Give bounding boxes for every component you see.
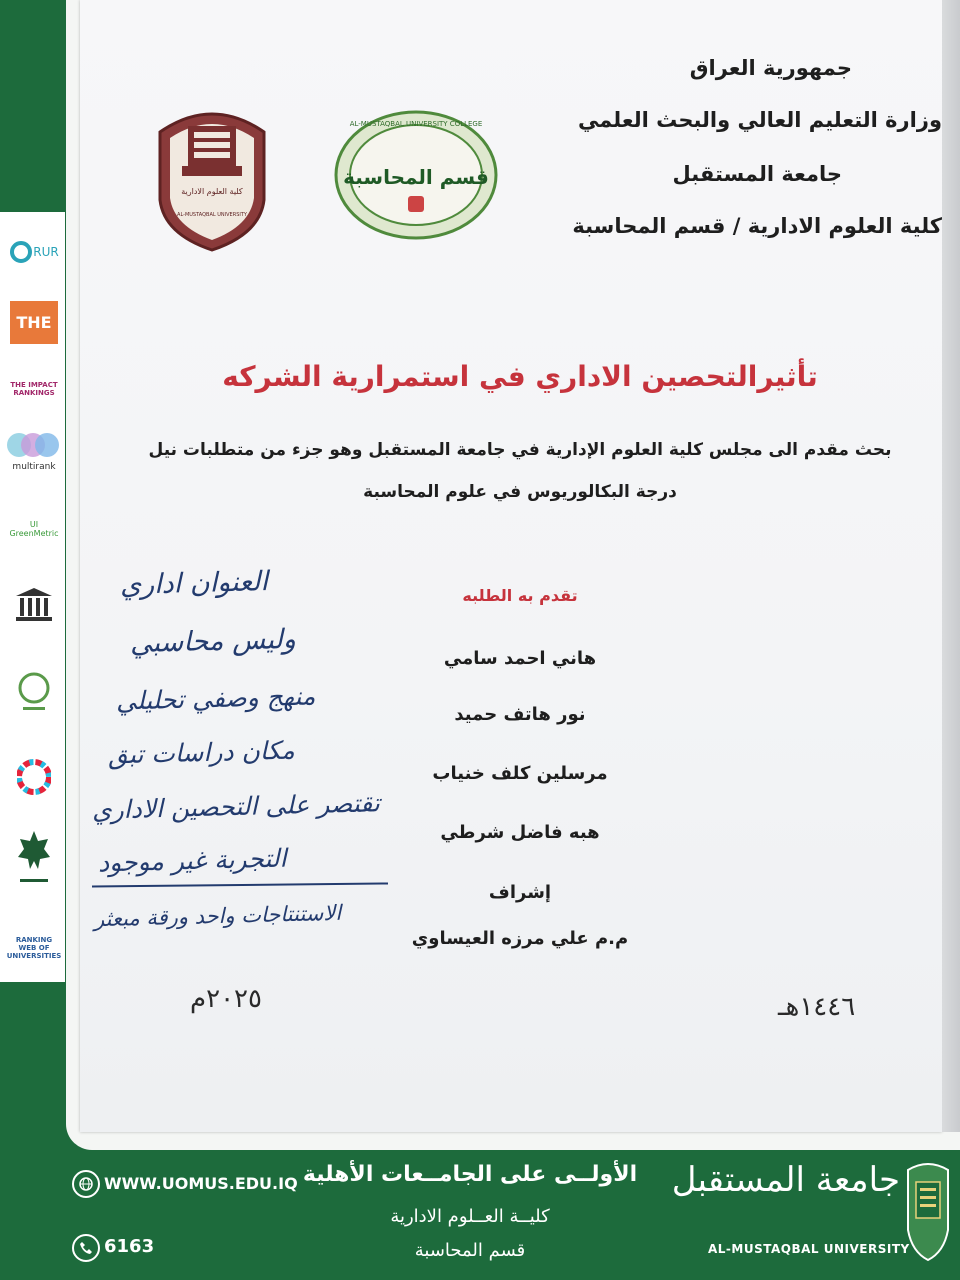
supervision-label: إشراف	[488, 882, 552, 903]
student-name-4: هبه فاضل شرطي	[440, 822, 600, 843]
college-shield-logo	[150, 104, 274, 252]
footer-website[interactable]: WWW.UOMUS.EDU.IQ	[104, 1174, 298, 1193]
footer-slogan: الأولــى على الجامــعات الأهلية	[302, 1162, 638, 1187]
arab-universities-logo[interactable]	[8, 662, 60, 726]
handwritten-note-3: منهج وصفي تحليلي	[115, 681, 316, 716]
student-name-1: هاني احمد سامي	[443, 648, 597, 669]
multirank-icon	[7, 428, 61, 462]
arab-engineers-logo[interactable]	[8, 822, 60, 902]
handwritten-note-4: مكان دراسات تبق	[107, 735, 296, 770]
document-title: تأثيرالتحصين الاداري في استمرارية الشركه	[222, 360, 818, 393]
footer-bar	[0, 1150, 960, 1280]
handwritten-note-5: تقتصر على التحصين الاداري	[91, 788, 381, 825]
globe-icon	[72, 1170, 100, 1198]
footer-phone[interactable]: 6163	[104, 1236, 155, 1257]
the-impact-ranking-logo[interactable]: THE IMPACT RANKINGS	[10, 381, 58, 397]
rur-icon	[9, 240, 33, 264]
header-republic: جمهورية العراق	[689, 56, 852, 80]
footer-department: قسم المحاسبة	[414, 1240, 526, 1261]
star-emblem-icon	[16, 827, 52, 897]
college-seal-text: كلية العلوم الادارية	[181, 187, 243, 196]
library-logo[interactable]	[8, 584, 60, 624]
university-emblem-icon	[904, 1160, 952, 1262]
phone-icon	[72, 1234, 100, 1262]
handwritten-note-7: الاستنتاجات واحد ورقة مبعثر	[93, 900, 342, 932]
student-name-2: نور هاتف حميد	[454, 704, 586, 725]
handwritten-note-6: التجربة غير موجود	[97, 843, 287, 878]
the-ranking-logo[interactable]: THE	[8, 298, 60, 346]
department-seal-text: قسم المحاسبة	[343, 165, 489, 189]
rur-ranking-logo[interactable]: RUR	[8, 224, 60, 280]
greenmetric-logo[interactable]: UI GreenMetric	[9, 520, 59, 538]
department-seal-ring: AL-MUSTAQBAL UNIVERSITY COLLEGE	[349, 120, 483, 128]
webometrics-logo[interactable]: RANKING WEB OF UNIVERSITIES	[6, 936, 62, 960]
sdg-logo[interactable]	[8, 742, 60, 812]
header-college: كلية العلوم الادارية / قسم المحاسبة	[572, 214, 942, 238]
paper-edge	[942, 0, 960, 1132]
footer-brand-en: AL-MUSTAQBAL UNIVERSITY	[708, 1242, 910, 1256]
handwritten-note-1: العنوان اداري	[119, 566, 269, 601]
subtitle-line2: درجة البكالوريوس في علوم المحاسبة	[363, 482, 677, 502]
columns-icon	[14, 586, 54, 622]
department-seal-logo	[334, 110, 498, 240]
multirank-logo[interactable]: multirank	[8, 420, 60, 480]
student-name-3: مرسلين كلف خنياب	[432, 763, 608, 784]
footer-brand-ar: جامعة المستقبل	[671, 1160, 900, 1200]
subtitle-line1: بحث مقدم الى مجلس كلية العلوم الإدارية في جامعة المستقبل وهو جزء من متطلبات نيل	[148, 440, 892, 460]
ranking-sidebar	[0, 212, 65, 982]
footer-college: كليــة العــلوم الادارية	[390, 1206, 550, 1227]
wreath-icon	[17, 671, 51, 717]
supervisor-name: م.م علي مرزه العيساوي	[411, 928, 629, 949]
header-university: جامعة المستقبل	[672, 162, 842, 186]
date-gregorian: ٢٠٢٥م	[190, 984, 262, 1014]
handwritten-note-2: وليس محاسبي	[129, 623, 297, 660]
date-hijri: ١٤٤٦هـ	[778, 992, 856, 1022]
header-ministry: وزارة التعليم العالي والبحث العلمي	[577, 108, 942, 132]
college-seal-sub: AL-MUSTAQBAL UNIVERSITY	[177, 212, 247, 218]
sdg-wheel-icon	[17, 746, 51, 808]
submitted-by-label: تقدم به الطلبه	[462, 586, 578, 605]
